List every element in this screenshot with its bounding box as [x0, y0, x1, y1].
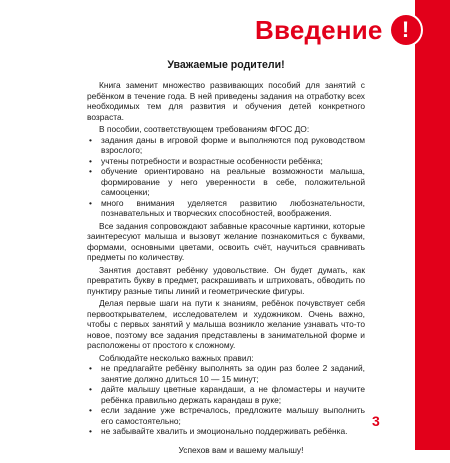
closing-line: Успехов вам и вашему малышу!: [178, 444, 304, 455]
bullet-icon: •: [89, 426, 92, 436]
greeting-heading: Уважаемые родители!: [167, 59, 285, 71]
pictures-paragraph: Все задания сопровождают забавные красочные картинки, которые заинтересуют малыша и вызовут желание познакомиться с буквами, формами, основными цветами, освоить счёт, научиться сравнивать предметы по количеству.: [87, 220, 365, 262]
list-item: • дайте малышу цветные карандаши, а не фломастеры и научите ребёнка правильно держать карандаш в руке;: [89, 384, 365, 405]
fgos-list: [87, 135, 365, 219]
page-body: [87, 58, 365, 463]
exclamation-icon: !: [391, 15, 421, 45]
rules-lead-paragraph: Соблюдайте несколько важных правил:: [99, 352, 254, 363]
intro-paragraph: Книга заменит множество развивающих пособий для занятий с ребёнком в течение года. В ней приведены задания на отработку всех необходимых тем для развития и обучения детей конкретного возраста.: [87, 80, 365, 122]
first-steps-paragraph: Делая первые шаги на пути к знаниям, ребёнок почувствует себя первооткрывателем, исследователем и художником. Очень важно, чтобы с первых занятий у малыша возникло желание узнавать что-то новое, поэтому все задания представлены в занимательной форме и расположены от простого к сложному.: [87, 298, 365, 350]
list-item: • учтены потребности и возрастные особенности ребёнка;: [89, 155, 323, 166]
joy-paragraph: Занятия доставят ребёнку удовольствие. Он будет думать, как превратить букву в предмет, раскрашивать и штриховать, обводить по пунктиру разные типы линий и геометрические фигуры.: [87, 264, 365, 296]
list-item: • задания даны в игровой форме и выполняются под руководством взрослого;: [89, 134, 365, 155]
list-item: • если задание уже встречалось, предложите малышу выполнить его самостоятельно;: [89, 405, 365, 426]
page-number: 3: [372, 413, 380, 429]
bullet-icon: •: [89, 155, 92, 166]
list-item: • не предлагайте ребёнку выполнять за один раз более 2 заданий, занятие должно длиться 10 — 15 минут;: [89, 363, 365, 384]
chapter-title: Введение: [255, 15, 383, 45]
fgos-lead-paragraph: В пособии, соответствующем требованиям ФГОС ДО:: [99, 124, 310, 134]
bullet-icon: •: [89, 134, 92, 145]
red-side-band: [415, 0, 450, 450]
chapter-header: [255, 15, 421, 45]
bullet-icon: •: [89, 363, 92, 373]
bullet-icon: •: [89, 384, 92, 394]
bullet-icon: •: [89, 197, 92, 208]
list-item: • много внимания уделяется развитию любознательности, познавательных и творческих способностей, воображения.: [89, 197, 365, 218]
rules-list: [87, 363, 365, 437]
list-item: • обучение ориентировано на реальные возможности малыша, формирование у него уверенности в себе, положительной самооценки;: [89, 166, 365, 197]
bullet-icon: •: [89, 166, 92, 176]
list-item: • не забывайте хвалить и эмоционально поддерживать ребёнка.: [89, 426, 348, 436]
bullet-icon: •: [89, 405, 92, 415]
